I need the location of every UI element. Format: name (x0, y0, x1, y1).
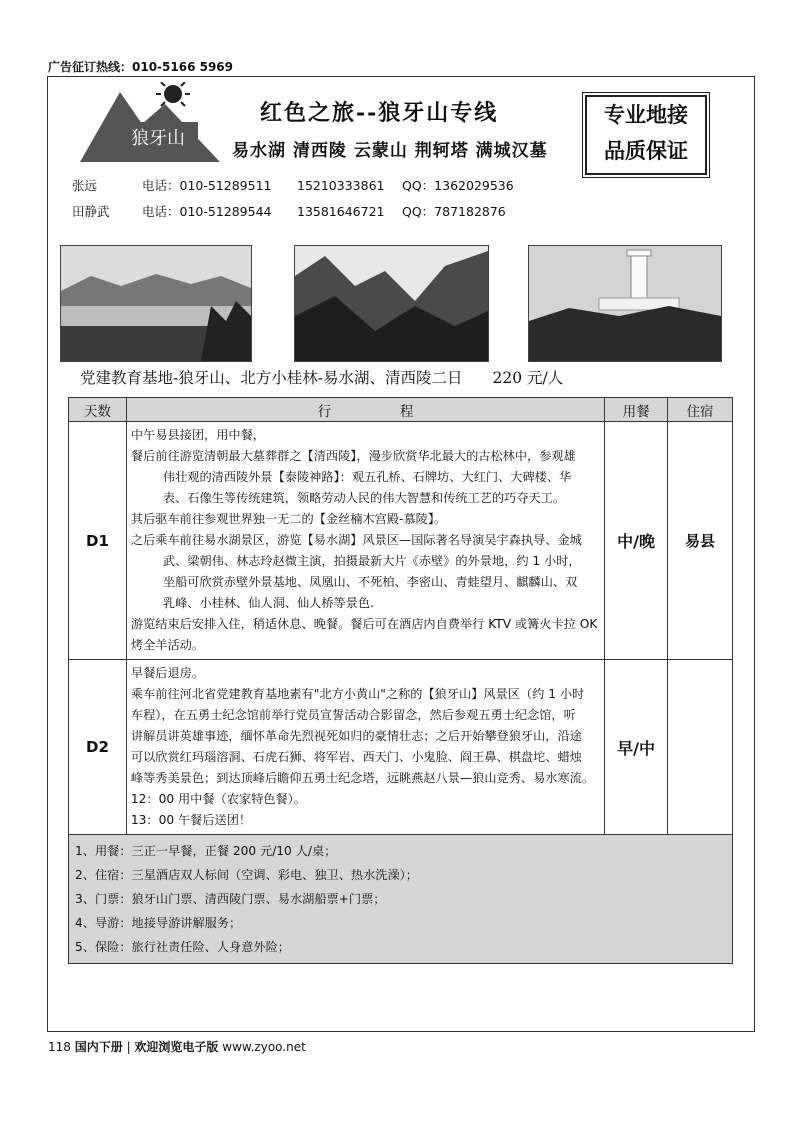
day-stay: 易县 (668, 422, 733, 660)
day-meals: 中/晚 (605, 422, 668, 660)
contacts (72, 176, 514, 228)
detail-line: 讲解员讲英雄事迹，缅怀革命先烈视死如归的豪情壮志；之后开始攀登狼牙山，沿途 (130, 729, 582, 743)
detail-line: 烤全羊活动。 (130, 638, 205, 652)
stamp-line1: 专业地接 (604, 103, 688, 127)
note-line: 4、导游：地接导游讲解服务； (75, 916, 242, 930)
tour-price: 220 元/人 (492, 369, 564, 387)
page-title: 红色之旅--狼牙山专线 (260, 100, 499, 126)
contact-name: 田静武 (72, 204, 110, 219)
detail-line: 之后乘车前往易水湖景区，游览【易水湖】风景区—国际著名导演吴宇森执导、金城 (130, 533, 582, 547)
footer-slogan: 欢迎浏览电子版 (134, 1040, 219, 1054)
day-detail (126, 422, 604, 660)
itinerary-table (68, 397, 733, 964)
table-row (69, 660, 733, 835)
day-label: D1 (69, 422, 127, 660)
contact-tel: 电话：010-51289511 (142, 178, 272, 193)
contact-qq: QQ：787182876 (402, 204, 506, 219)
detail-line: 早餐后退房。 (130, 666, 205, 680)
contact-mobile: 13581646721 (297, 204, 385, 219)
notes-row (69, 835, 733, 964)
monument-photo (528, 245, 722, 362)
detail-line: 12：00 用中餐（农家特色餐）。 (130, 792, 306, 806)
table-header-row (69, 398, 733, 422)
day-stay (668, 660, 733, 835)
detail-line: 峰等秀美景色；到达顶峰后瞻仰五勇士纪念塔，远眺燕赵八景—狼山竞秀、易水寒流。 (130, 771, 595, 785)
page-number: 118 (48, 1040, 71, 1054)
contact-mobile: 15210333861 (297, 178, 385, 193)
contact-row (72, 202, 514, 228)
day-label: D2 (69, 660, 127, 835)
detail-line: 游览结束后安排入住，稍适休息、晚餐。餐后可在酒店内自费举行 KTV 或篝火卡拉 OK (130, 617, 598, 631)
note-line: 2、住宿：三星酒店双人标间（空调、彩电、独卫、热水洗澡）； (75, 868, 418, 882)
header-meals: 用餐 (605, 398, 668, 422)
header-itinerary: 行 程 (126, 398, 604, 422)
svg-text:狼牙山: 狼牙山 (131, 128, 185, 149)
tour-notes (69, 835, 733, 964)
contact-row (72, 176, 514, 202)
contact-qq: QQ：1362029536 (402, 178, 514, 193)
lake-photo (60, 245, 252, 362)
ad-hotline: 广告征订热线：010-5166 5969 (48, 60, 234, 74)
footer-url[interactable]: www.zyoo.net (222, 1040, 306, 1054)
contact-name: 张远 (72, 178, 98, 193)
day-detail (126, 660, 604, 835)
note-line: 3、门票：狼牙山门票、清西陵门票、易水湖船票+门票； (75, 892, 386, 906)
stamp-line2: 品质保证 (604, 139, 688, 163)
detail-line: 表、石像生等传统建筑，领略劳动人民的伟大智慧和传统工艺的巧夺天工。 (162, 491, 566, 505)
quality-stamp (585, 95, 707, 175)
detail-line: 乳峰、小桂林、仙人洞、仙人桥等景色. (162, 596, 374, 610)
detail-line: 伟壮观的清西陵外景【泰陵神路】：观五孔桥、石牌坊、大红门、大碑楼、华 (162, 470, 572, 484)
detail-line: 中午易县接团，用中餐， (130, 428, 265, 442)
detail-line: 乘车前往河北省党建教育基地素有"北方小黄山"之称的【狼牙山】风景区（约 1 小时 (130, 687, 585, 701)
detail-line: 车程），在五勇士纪念馆前举行党员宣誓活动合影留念，然后参观五勇士纪念馆，听 (130, 708, 576, 722)
note-line: 1、用餐：三正一早餐，正餐 200 元/10 人/桌； (75, 844, 337, 858)
table-row (69, 422, 733, 660)
detail-line: 其后驱车前往参观世界独一无二的【金丝楠木宫殿-慕陵】。 (130, 512, 447, 526)
note-line: 5、保险：旅行社责任险、人身意外险； (75, 940, 290, 954)
header-days: 天数 (69, 398, 127, 422)
detail-line: 餐后前往游览清朝最大墓葬群之【清西陵】，漫步欣赏华北最大的古松林中，参观雄 (130, 449, 576, 463)
tour-caption-text: 党建教育基地-狼牙山、北方小桂林-易水湖、清西陵二日 (80, 369, 463, 387)
page-footer: 118 国内下册 | 欢迎浏览电子版 www.zyoo.net (48, 1040, 306, 1054)
destinations-subtitle: 易水湖 清西陵 云蒙山 荆轲塔 满城汉墓 (232, 141, 548, 161)
detail-line: 13：00 午餐后送团！ (130, 813, 252, 827)
tour-caption (80, 366, 563, 388)
detail-line: 武、梁朝伟、林志玲赵微主演，拍摄最新大片《赤壁》的外景地，约 1 小时， (162, 554, 581, 568)
detail-line: 可以欣赏红玛瑙溶洞、石虎石狮、将军岩、西天门、小鬼脸、阎王鼻、棋盘坨、蜡烛 (130, 750, 582, 764)
header-stay: 住宿 (668, 398, 733, 422)
detail-line: 坐船可欣赏赤壁外景基地、凤凰山、不死柏、李密山、青蛙望月、麒麟山、双 (162, 575, 578, 589)
contact-tel: 电话：010-51289544 (142, 204, 272, 219)
langyashan-logo (80, 82, 225, 164)
footer-section: 国内下册 (74, 1040, 123, 1054)
day-meals: 早/中 (605, 660, 668, 835)
mountain-photo (294, 245, 489, 362)
